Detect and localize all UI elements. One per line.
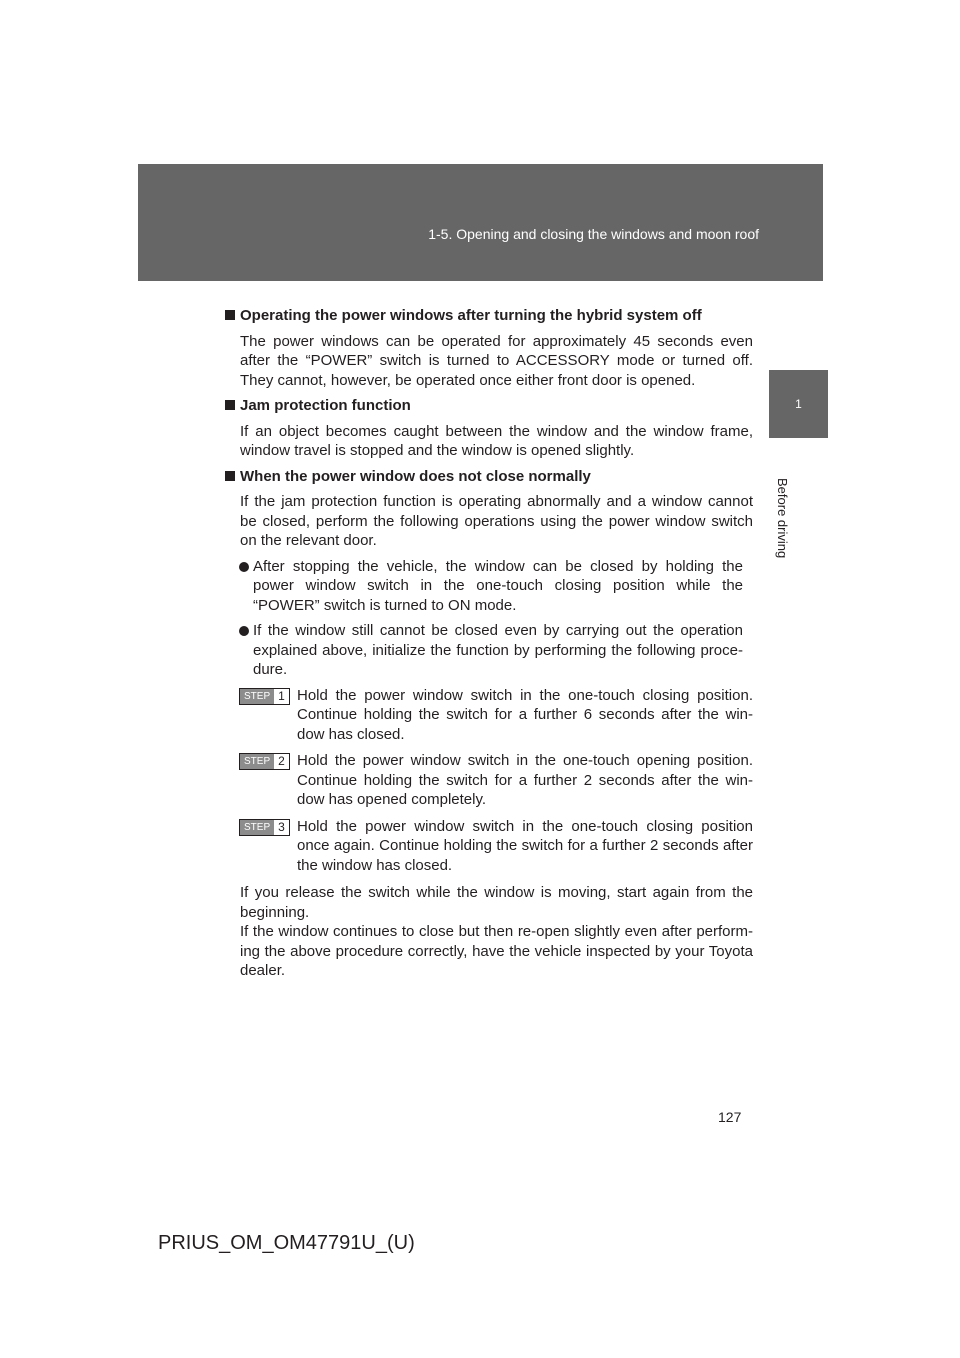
step-badge	[239, 688, 290, 705]
chapter-number: 1	[795, 397, 802, 411]
bullet-text: If the window still cannot be closed even by carrying out the operation explained above, initialize the function by performing the following proce-dure.	[253, 622, 743, 678]
section-heading	[225, 467, 753, 487]
section-text: If an object becomes caught between the window and the window frame, window travel is stopped and the window is opened slightly.	[240, 422, 753, 459]
heading-text: Operating the power windows after turning the hybrid system off	[240, 307, 702, 324]
step-label: STEP	[240, 754, 274, 769]
document-code: PRIUS_OM_OM47791U_(U)	[158, 1232, 415, 1254]
square-bullet-icon	[225, 400, 235, 410]
section-title: 1-5. Opening and closing the windows and moon roof	[428, 226, 759, 242]
step-number: 3	[274, 820, 289, 835]
step-number: 2	[274, 754, 289, 769]
chapter-label: Before driving	[775, 478, 790, 559]
step-label: STEP	[240, 689, 274, 704]
step-text: Hold the power window switch in the one-touch closing position. Continue holding the switch for a further 6 seconds after the win-dow has closed.	[297, 686, 753, 743]
section-text: The power windows can be operated for approximately 45 seconds even after the “POWER” switch is turned to ACCESSORY mode or turned off. They cannot, however, be operated once either front door is opened.	[240, 332, 753, 389]
header-bar	[138, 164, 823, 281]
bullet-text: After stopping the vehicle, the window can be closed by holding the power window switch in the one-touch closing position while the “POWER” switch is turned to ON mode.	[253, 557, 743, 614]
step-item	[244, 686, 753, 745]
step-label: STEP	[240, 820, 274, 835]
square-bullet-icon	[225, 310, 235, 320]
step-text: Hold the power window switch in the one-touch closing position once again. Continue holding the switch for a further 2 seconds after the window has closed.	[297, 817, 753, 874]
step-text: Hold the power window switch in the one-touch opening position. Continue holding the switch for a further 2 seconds after the win-dow has opened completely.	[297, 752, 753, 808]
chapter-tab	[769, 370, 828, 438]
bullet-item	[253, 557, 743, 616]
step-badge	[239, 819, 290, 836]
section-heading	[225, 306, 753, 326]
round-bullet-icon	[239, 626, 249, 636]
section-heading	[225, 396, 753, 416]
heading-text: When the power window does not close normally	[240, 467, 591, 485]
closing-text	[240, 883, 753, 981]
square-bullet-icon	[225, 471, 235, 481]
closing-line-2: If the window continues to close but then re-open slightly even after perform-ing the above procedure correctly, have the vehicle inspected by your Toyota dealer.	[240, 923, 753, 979]
page-number: 127	[718, 1109, 742, 1125]
step-item	[244, 817, 753, 876]
step-badge	[239, 753, 290, 770]
step-item	[244, 751, 753, 810]
heading-text: Jam protection function	[240, 397, 411, 414]
section-text: If the jam protection function is operating abnormally and a window cannot be closed, perform the following operations using the power window switch on the relevant door.	[240, 493, 753, 549]
round-bullet-icon	[239, 562, 249, 572]
closing-line-1: If you release the switch while the window is moving, start again from the beginning.	[240, 884, 753, 921]
bullet-item	[253, 621, 743, 680]
step-number: 1	[274, 689, 289, 704]
page-content	[225, 306, 753, 981]
